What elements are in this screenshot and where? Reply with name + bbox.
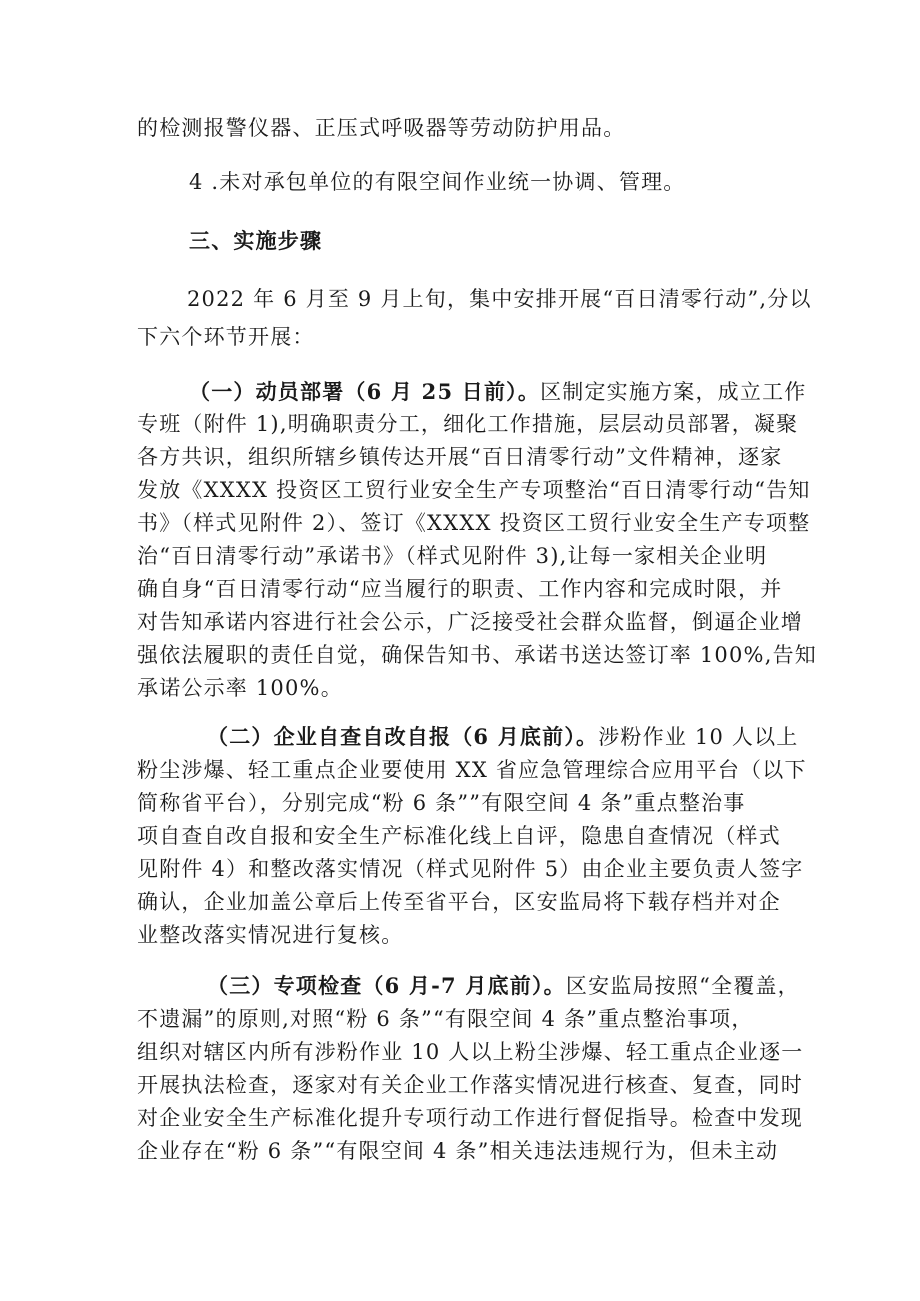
paragraph-first-line (189, 378, 806, 406)
paragraph-first-line (207, 723, 799, 751)
text-line: 确自身“百日清零行动“应当履行的职责、工作内容和完成时限，并 (137, 577, 783, 601)
subsection-heading: （三）专项检查（6 月-7 月底前）。 (207, 973, 566, 998)
text-line: 对企业安全生产标准化提升专项行动工作进行督促指导。检查中发现 (137, 1106, 803, 1130)
text-line: 专班（附件 1),明确职责分工，细化工作措施，层层动员部署，凝聚 (137, 412, 799, 436)
text-line: 的检测报警仪器、正压式呼吸器等劳动防护用品。 (137, 116, 626, 140)
text-line: 下六个环节开展： (137, 325, 315, 349)
list-item: 4 .未对承包单位的有限空间作业统一协调、管理。 (189, 170, 686, 194)
text-line: 治“百日清零行动”承诺书》（样式见附件 3),让每一家相关企业明 (137, 544, 768, 568)
text-line: 2022 年 6 月至 9 月上旬，集中安排开展“百日清零行动”,分以 (187, 287, 812, 311)
text-line: 承诺公示率 100%。 (137, 676, 343, 700)
text-line: 项自查自改自报和安全生产标准化线上自评，隐患自查情况（样式 (137, 824, 781, 848)
text-line: 不遗漏”的原则,对照“粉 6 条”“有限空间 4 条”重点整治事项， (137, 1007, 754, 1031)
text-line: 书》（样式见附件 2）、签订《XXXX 投资区工贸行业安全生产专项整 (137, 511, 811, 535)
text-line: 强依法履职的责任自觉，确保告知书、承诺书送达签订率 100%,告知 (137, 643, 817, 667)
text-line: 各方共识，组织所辖乡镇传达开展“百日清零行动”文件精神，逐家 (137, 445, 783, 469)
paragraph-first-line (207, 972, 800, 1000)
text-run: 涉粉作业 10 人以上 (598, 725, 799, 749)
subsection-heading: （一）动员部署（6 月 25 日前）。 (189, 379, 541, 404)
section-heading: 三、实施步骤 (189, 228, 323, 253)
text-line: 对告知承诺内容进行社会公示，广泛接受社会群众监督，倒逼企业增 (137, 610, 803, 634)
text-line: 简称省平台），分别完成“粉 6 条””有限空间 4 条”重点整治事 (137, 791, 746, 815)
text-run: 区安监局按照“全覆盖， (565, 974, 800, 998)
subsection-heading: （二）企业自查自改自报（6 月底前）。 (207, 724, 599, 749)
text-line: 组织对辖区内所有涉粉作业 10 人以上粉尘涉爆、轻工重点企业逐一 (137, 1040, 804, 1064)
text-line: 业整改落实情况进行复核。 (137, 923, 404, 947)
text-line: 粉尘涉爆、轻工重点企业要使用 XX 省应急管理综合应用平台（以下 (137, 758, 807, 782)
text-run: 区制定实施方案，成立工作 (540, 380, 807, 404)
text-line: 确认，企业加盖公章后上传至省平台，区安监局将下载存档并对企 (137, 890, 781, 914)
text-line: 企业存在“粉 6 条”“有限空间 4 条”相关违法违规行为，但未主动 (137, 1139, 779, 1163)
text-line: 发放《XXXX 投资区工贸行业安全生产专项整治“百日清零行动“告知 (137, 478, 811, 502)
text-line: 见附件 4）和整改落实情况（样式见附件 5）由企业主要负责人签字 (137, 857, 804, 881)
text-line: 开展执法检查，逐家对有关企业工作落实情况进行核查、复查，同时 (137, 1073, 803, 1097)
